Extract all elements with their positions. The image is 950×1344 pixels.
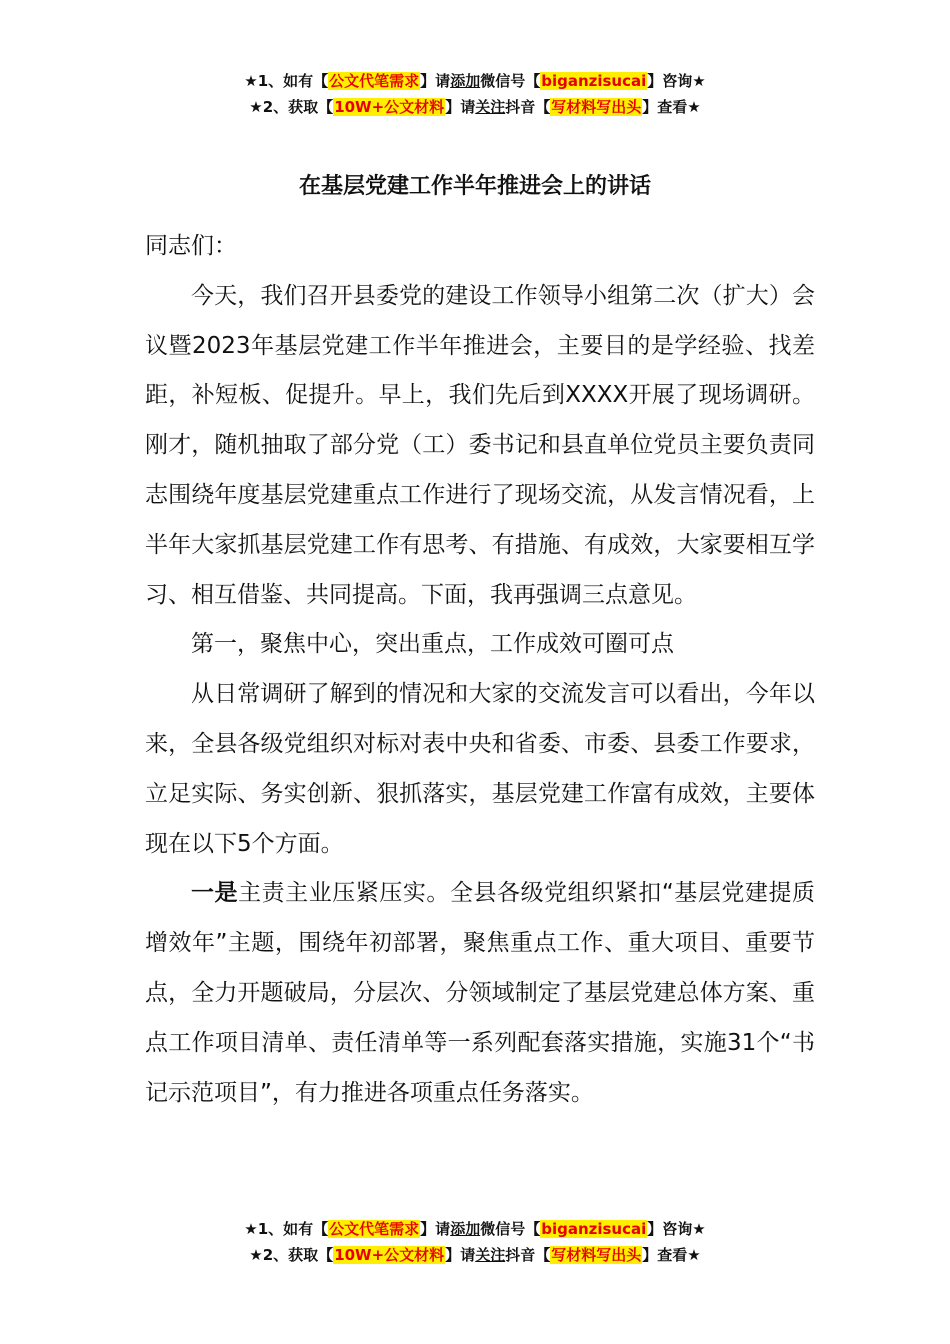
banner-text: 抖音【 xyxy=(505,98,551,116)
footer-banner-line-2 xyxy=(0,1242,950,1268)
paragraph-text: 主责主业压紧压实。全县各级党组织紧扣“基层党建提质增效年”主题，围绕年初部署，聚焦重点工作、重大项目、重要节点，全力开题破局，分层次、分领域制定了基层党建总体方案、重点工作项目清单、责任清单等一系列配套落实措施，实施31个“书记示范项目”，有力推进各项重点任务落实。 xyxy=(145,880,816,1106)
banner-underlined-text: 添加 xyxy=(450,1220,481,1238)
paragraph-lead: 一是 xyxy=(191,880,239,907)
banner-text: 】咨询★ xyxy=(647,1220,706,1238)
banner-underlined-text: 关注 xyxy=(475,98,506,116)
greeting: 同志们： xyxy=(145,233,237,259)
section-heading-text: 第一，聚焦中心，突出重点，工作成效可圈可点 xyxy=(191,631,674,658)
banner-text: 微信号【 xyxy=(480,1220,541,1238)
section-heading-1 xyxy=(145,620,815,670)
header-banner-line-1 xyxy=(0,68,950,94)
banner-text: ★1、如有【 xyxy=(244,1220,329,1238)
banner-highlight: 写材料写出头 xyxy=(551,98,642,116)
banner-text: 】请 xyxy=(445,1246,476,1264)
document-body xyxy=(145,222,815,1118)
paragraph-text: 从日常调研了解到的情况和大家的交流发言可以看出，今年以来，全县各级党组织对标对表中央和省委、市委、县委工作要求，立足实际、务实创新、狠抓落实，基层党建工作富有成效，主要体现在以下5个方面。 xyxy=(145,681,815,857)
paragraph-overview xyxy=(145,670,815,869)
banner-text: 】请 xyxy=(420,1220,451,1238)
banner-highlight: 10W+公文材料 xyxy=(334,98,445,116)
banner-underlined-text: 添加 xyxy=(450,72,481,90)
banner-text: 】请 xyxy=(445,98,476,116)
paragraph-text: 今天，我们召开县委党的建设工作领导小组第二次（扩大）会议暨2023年基层党建工作半年推进会，主要目的是学经验、找差距，补短板、促提升。早上，我们先后到XXXX开展了现场调研。刚才，随机抽取了部分党（工）委书记和县直单位党员主要负责同志围绕年度基层党建重点工作进行了现场交流，从发言情况看，上半年大家抓基层党建工作有思考、有措施、有成效，大家要相互学习、相互借鉴、共同提高。下面，我再强调三点意见。 xyxy=(145,282,815,608)
footer-banner xyxy=(0,1216,950,1268)
banner-highlight: biganzisucai xyxy=(541,1220,647,1238)
banner-text: 抖音【 xyxy=(505,1246,551,1264)
banner-highlight: 10W+公文材料 xyxy=(334,1246,445,1264)
banner-underlined-text: 关注 xyxy=(475,1246,506,1264)
footer-banner-line-1 xyxy=(0,1216,950,1242)
banner-text: 】查看★ xyxy=(642,98,701,116)
banner-text: 】咨询★ xyxy=(647,72,706,90)
header-banner-line-2 xyxy=(0,94,950,120)
header-banner xyxy=(0,68,950,120)
banner-highlight: 写材料写出头 xyxy=(551,1246,642,1264)
paragraph-intro xyxy=(145,272,815,621)
banner-text: 】请 xyxy=(420,72,451,90)
paragraph-point-1 xyxy=(145,869,815,1118)
banner-text: ★2、获取【 xyxy=(249,1246,334,1264)
banner-text: 】查看★ xyxy=(642,1246,701,1264)
banner-highlight: 公文代笔需求 xyxy=(329,1220,420,1238)
banner-highlight: biganzisucai xyxy=(541,72,647,90)
banner-highlight: 公文代笔需求 xyxy=(329,72,420,90)
banner-text: ★2、获取【 xyxy=(249,98,334,116)
document-title: 在基层党建工作半年推进会上的讲话 xyxy=(298,173,651,199)
banner-text: ★1、如有【 xyxy=(244,72,329,90)
banner-text: 微信号【 xyxy=(480,72,541,90)
